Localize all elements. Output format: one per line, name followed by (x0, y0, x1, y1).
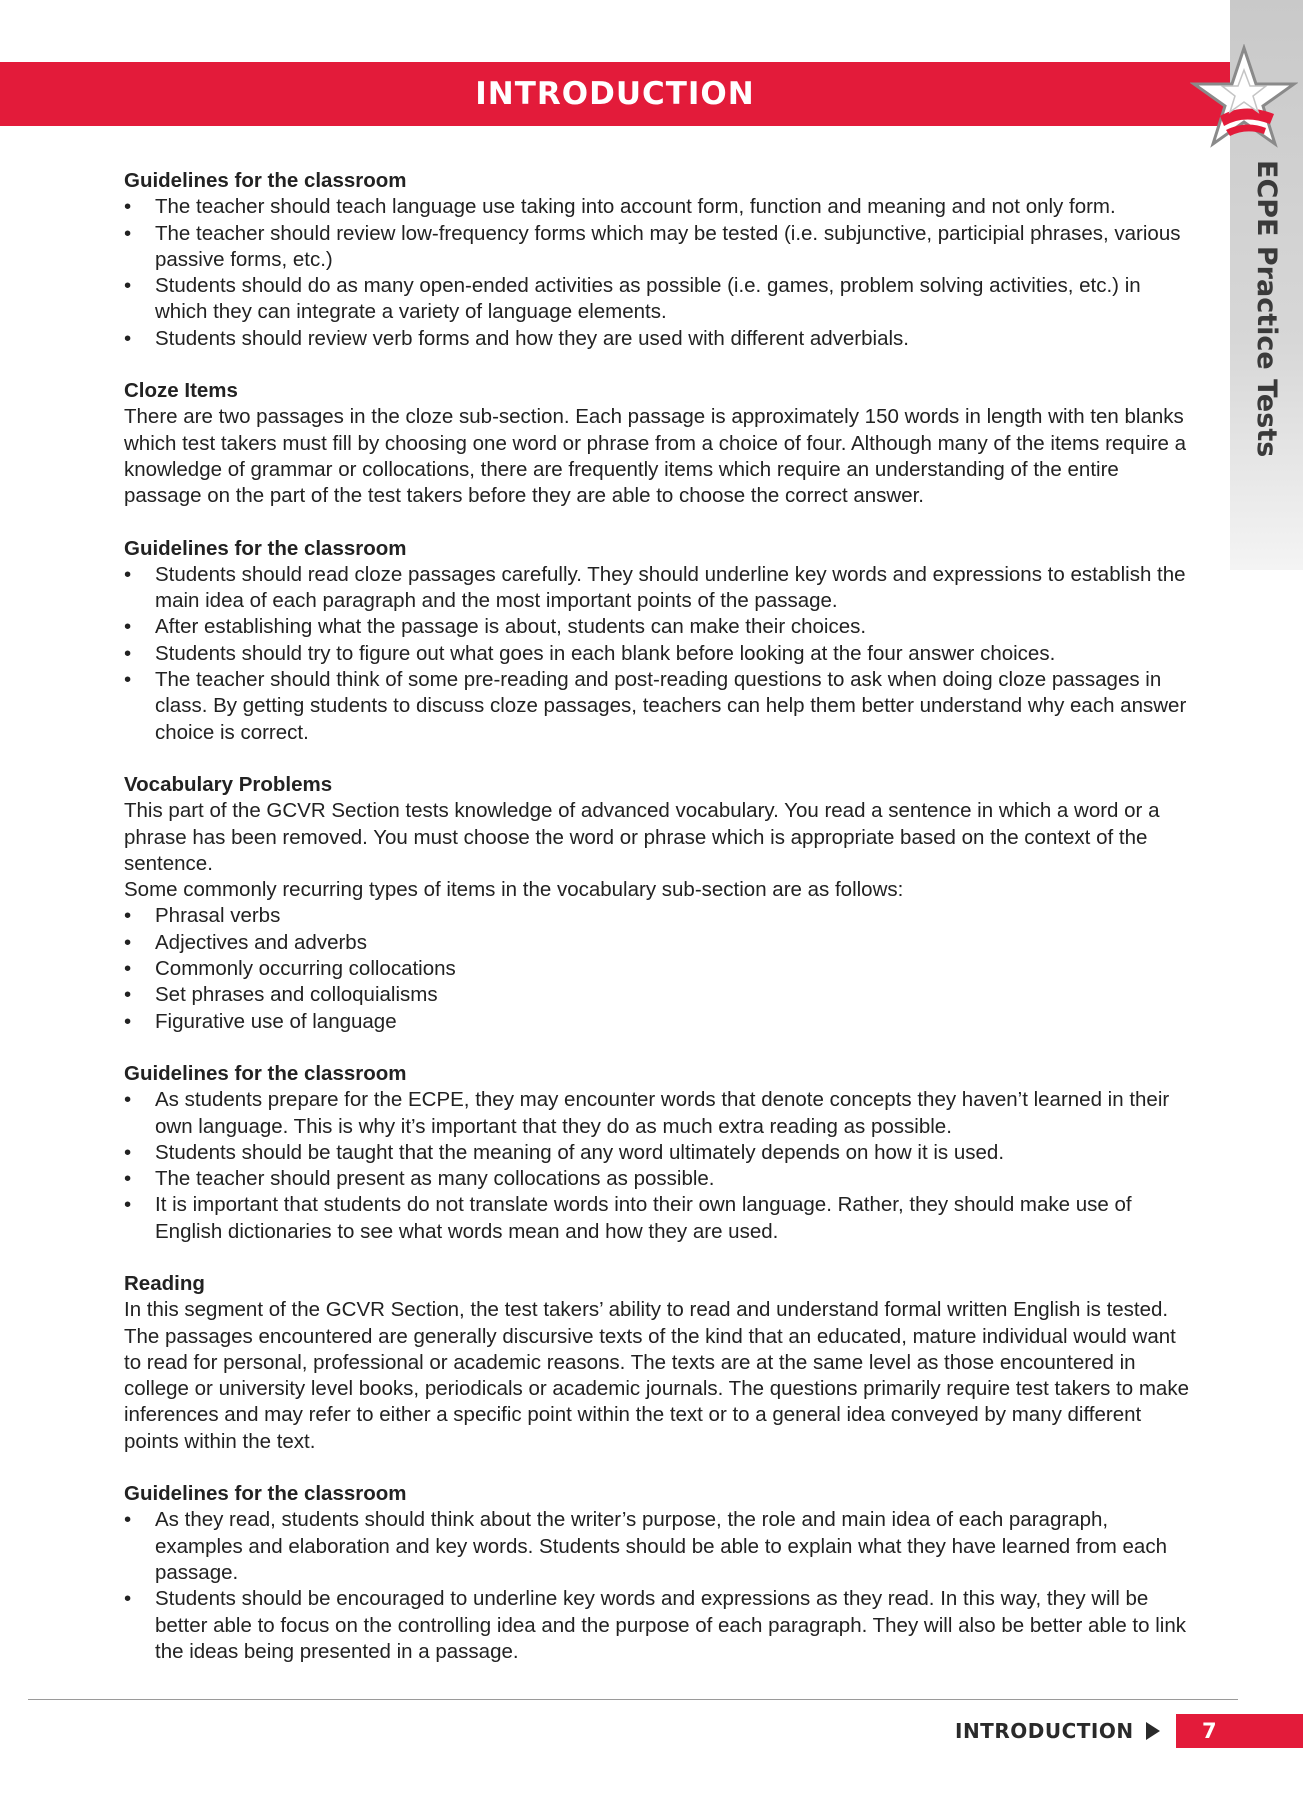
section-vocabulary-problems (124, 772, 1194, 1035)
list-item: • The teacher should present as many collocations as possible. (124, 1166, 1194, 1192)
section-cloze-items (124, 378, 1194, 509)
list-item: • Set phrases and colloquialisms (124, 982, 1194, 1008)
section-reading (124, 1271, 1194, 1455)
list-item: • Adjectives and adverbs (124, 930, 1194, 956)
star-icon (1190, 44, 1298, 152)
section-heading: Guidelines for the classroom (124, 536, 407, 560)
list-item: • Phrasal verbs (124, 903, 1194, 929)
section-paragraph: In this segment of the GCVR Section, the test takers’ ability to read and understand formal written English is tested. The passages encountered are generally discursive texts of the kind that an educated, mature individual would want to read for personal, professional or academic reasons. The texts are at the same level as those encountered in college or university level books, periodicals or academic journals. The questions primarily require test takers to make inferences and may refer to either a specific point within the text or to a general idea conveyed by many different points within the text. (124, 1298, 1189, 1453)
section-guidelines-1 (124, 168, 1194, 352)
list-item: • Commonly occurring collocations (124, 956, 1194, 982)
list-item: • Students should try to figure out what goes in each blank before looking at the four answer choices. (124, 641, 1194, 667)
bullet-list (124, 1087, 1194, 1245)
section-guidelines-2 (124, 536, 1194, 746)
list-item: • The teacher should review low-frequency forms which may be tested (i.e. subjunctive, participial phrases, various passive forms, etc.) (124, 221, 1194, 274)
triangle-right-icon (1146, 1722, 1160, 1740)
list-item: • Students should review verb forms and how they are used with different adverbials. (124, 326, 1194, 352)
bullet-list (124, 903, 1194, 1034)
list-item: • Students should be encouraged to underline key words and expressions as they read. In this way, they will be better able to focus on the controlling idea and the purpose of each paragraph. They will also be better able to link the ideas being presented in a passage. (124, 1586, 1194, 1665)
side-tab-label: ECPE Practice Tests (1251, 160, 1282, 458)
bullet-list (124, 562, 1194, 746)
section-guidelines-3 (124, 1061, 1194, 1245)
list-item: • It is important that students do not translate words into their own language. Rather, they should make use of English dictionaries to see what words mean and how they are used. (124, 1192, 1194, 1245)
bullet-list (124, 194, 1194, 352)
main-content (124, 168, 1194, 1691)
section-heading: Reading (124, 1271, 205, 1295)
section-paragraph: This part of the GCVR Section tests knowledge of advanced vocabulary. You read a sentence in which a word or a phrase has been removed. You must choose the word or phrase which is appropriate based on the context of the sentence. (124, 799, 1160, 875)
section-heading: Vocabulary Problems (124, 772, 333, 796)
section-heading: Guidelines for the classroom (124, 1061, 407, 1085)
bullet-list (124, 1507, 1194, 1665)
list-item: • Figurative use of language (124, 1009, 1194, 1035)
list-item: • As students prepare for the ECPE, they may encounter words that denote concepts they haven’t learned in their own language. This is why it’s important that they do as much extra reading as possible. (124, 1087, 1194, 1140)
list-item: • The teacher should teach language use taking into account form, function and meaning and not only form. (124, 194, 1194, 220)
footer-section-label: INTRODUCTION (955, 1719, 1134, 1743)
list-item: • Students should do as many open-ended activities as possible (i.e. games, problem solving activities, etc.) in which they can integrate a variety of language elements. (124, 273, 1194, 326)
section-guidelines-4 (124, 1481, 1194, 1665)
section-paragraph: Some commonly recurring types of items in the vocabulary sub-section are as follows: (124, 878, 904, 902)
page-title: INTRODUCTION (0, 62, 1230, 126)
section-paragraph: There are two passages in the cloze sub-section. Each passage is approximately 150 words in length with ten blanks which test takers must fill by choosing one word or phrase from a choice of four. Although many of the items require a knowledge of grammar or collocations, there are frequently items which require an understanding of the entire passage on the part of the test takers before they are able to choose the correct answer. (124, 405, 1186, 508)
list-item: • As they read, students should think about the writer’s purpose, the role and main idea of each paragraph, examples and elaboration and key words. Students should be able to explain what they have learned from each passage. (124, 1507, 1194, 1586)
footer-divider (28, 1699, 1238, 1700)
section-heading: Cloze Items (124, 379, 238, 403)
list-item: • After establishing what the passage is about, students can make their choices. (124, 614, 1194, 640)
list-item: • Students should be taught that the meaning of any word ultimately depends on how it is used. (124, 1140, 1194, 1166)
section-heading: Guidelines for the classroom (124, 169, 407, 192)
list-item: • The teacher should think of some pre-reading and post-reading questions to ask when doing cloze passages in class. By getting students to discuss cloze passages, teachers can help them better understand why each answer choice is correct. (124, 667, 1194, 746)
page-number: 7 (1176, 1714, 1303, 1748)
list-item: • Students should read cloze passages carefully. They should underline key words and expressions to establish the main idea of each paragraph and the most important points of the passage. (124, 562, 1194, 615)
section-heading: Guidelines for the classroom (124, 1482, 407, 1506)
